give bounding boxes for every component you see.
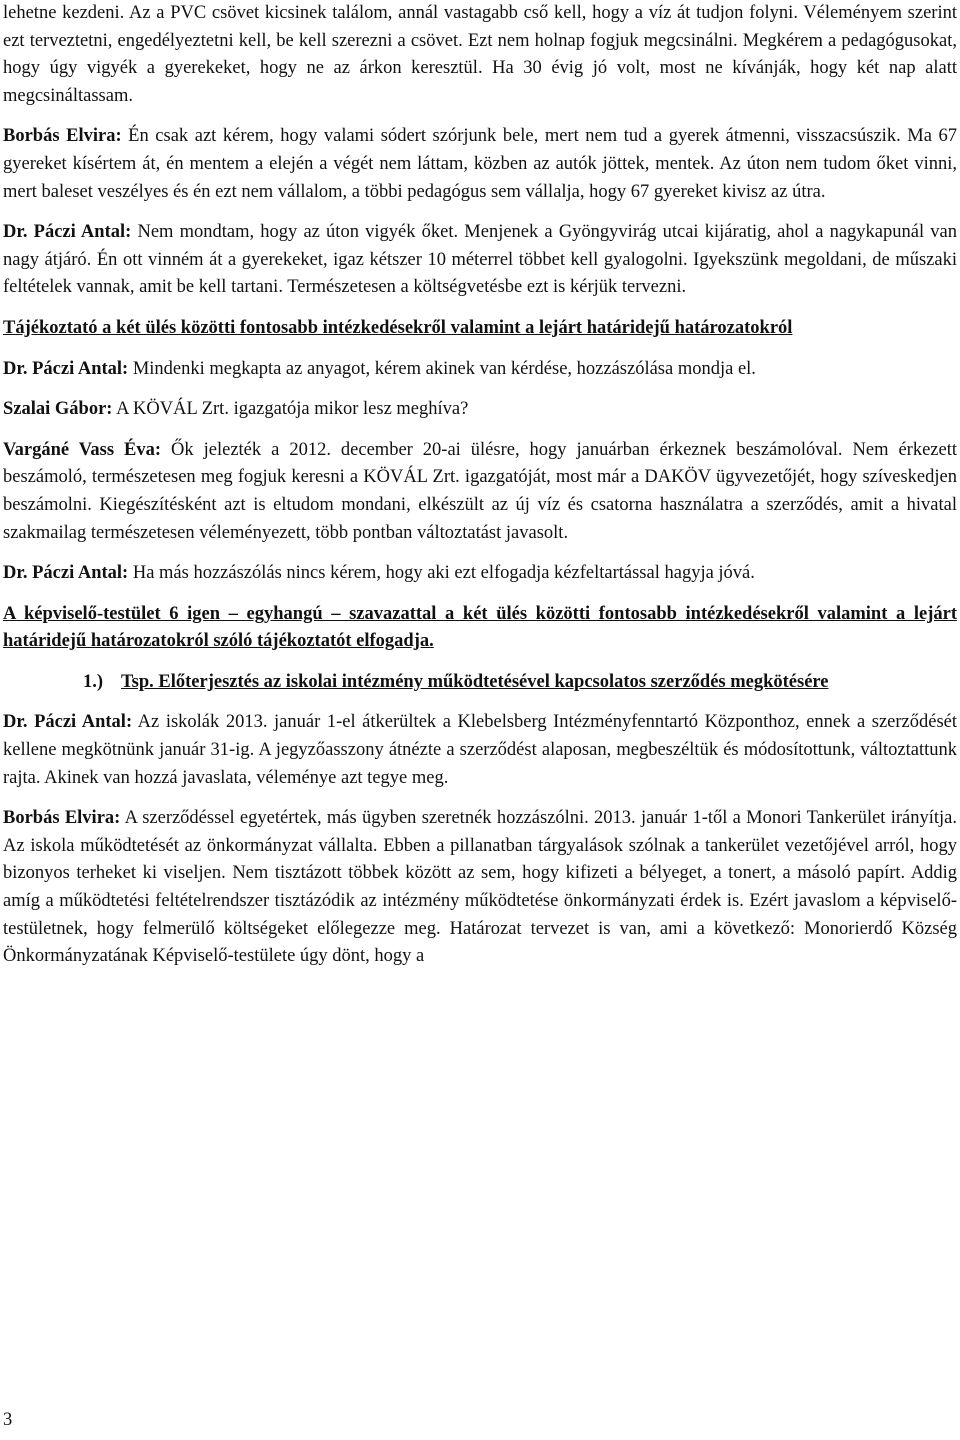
speech-text: Ők jelezték a 2012. december 20-ai ülésre, hogy januárban érkeznek beszámolóval. Nem érkezett beszámoló, természetesen meg fogjuk keresni a KÖVÁL Zrt. igazgatóját, most már a DAKÖV ügyvezetőjét, hogy szíveskedjen beszámolni. Kiegészítésként azt is eltudom mondani, elkészült az új víz és csatorna használatra a szerződés, amit a hivatal szakmailag természetesen véleményezett, több pontban változtatást javasolt. <box>3 439 957 543</box>
paragraph-borbas-1 <box>3 123 957 206</box>
agenda-item-title: Tsp. Előterjesztés az iskolai intézmény működtetésével kapcsolatos szerződés megkötésére <box>121 671 829 692</box>
paragraph-vargane <box>3 437 957 547</box>
speech-text: A KÖVÁL Zrt. igazgatója mikor lesz meghíva? <box>112 399 469 420</box>
speech-text: Én csak azt kérem, hogy valami sódert szórjunk bele, mert nem tud a gyerek átmenni, visszacsúszik. Ma 67 gyereket kísértem át, én mentem a elején a végét nem láttam, közben az autók jöttek, mentek. Az úton nem tudom őket vinni, mert baleset veszélyes és én ezt nem vállalom, a többi pedagógus sem vállalja, hogy 67 gyereket kivisz az útra. <box>3 126 957 202</box>
speaker-name: Szalai Gábor: <box>3 399 113 420</box>
speaker-name: Vargáné Vass Éva: <box>3 439 162 460</box>
paragraph-paczi-4 <box>3 709 957 792</box>
agenda-item-number: 1.) <box>83 671 104 692</box>
paragraph-intro: lehetne kezdeni. Az a PVC csövet kicsinek találom, annál vastagabb cső kell, hogy a víz át tudjon folyni. Véleményem szerint ezt terveztetni, engedélyeztetni kell, be kell szerezni a csövet. Ezt nem holnap fogjuk megcsinálni. Megkérem a pedagógusokat, hogy úgy vigyék a gyerekeket, hogy ne az árkon keresztül. Ha 30 évig jó volt, most ne kívánják, hogy két nap alatt megcsináltassam. <box>3 3 957 106</box>
speaker-name: Dr. Páczi Antal: <box>3 222 132 243</box>
speaker-name: Borbás Elvira: <box>3 808 121 829</box>
speech-text: Az iskolák 2013. január 1-el átkerültek a Klebelsberg Intézményfenntartó Központhoz, ennek a szerződését kellene megkötnünk január 31-ig. A jegyzőasszony átnézte a szerződést alaposan, megbeszéltük és módosítottunk, változtattunk rajta. Akinek van hozzá javaslata, véleménye azt tegye meg. <box>3 712 957 788</box>
section-heading-tajekoztato: Tájékoztató a két ülés közötti fontosabb intézkedésekről valamint a lejárt határidejű határozatokról <box>3 317 793 338</box>
agenda-item-1 <box>83 669 957 697</box>
speaker-name: Borbás Elvira: <box>3 126 122 147</box>
paragraph-szalai <box>3 396 957 424</box>
paragraph-borbas-2 <box>3 805 957 971</box>
speech-text: Ha más hozzászólás nincs kérem, hogy aki ezt elfogadja kézfeltartással hagyja jóvá. <box>128 563 755 584</box>
resolution-statement: A képviselő-testület 6 igen – egyhangú – szavazattal a két ülés közötti fontosabb intézkedésekről valamint a lejárt határidejű határozatokról szóló tájékoztatót elfogadja. <box>3 603 957 652</box>
speaker-name: Dr. Páczi Antal: <box>3 712 133 733</box>
speech-text: Nem mondtam, hogy az úton vigyék őket. Menjenek a Gyöngyvirág utcai kijáratig, ahol a nagykapunál van nagy átjáró. Én ott vinném át a gyerekeket, igaz kétszer 10 méterrel többet kell gyalogolni. Igyekszünk megoldani, de műszaki feltételek vannak, amit be kell tartani. Természetesen a költségvetésbe ezt is kérjük tervezni. <box>3 222 957 298</box>
paragraph-paczi-3 <box>3 560 957 588</box>
speaker-name: Dr. Páczi Antal: <box>3 563 129 584</box>
document-page <box>3 0 957 971</box>
paragraph-paczi-2 <box>3 356 957 384</box>
page-number: 3 <box>3 1410 13 1430</box>
paragraph-paczi-1 <box>3 219 957 302</box>
speech-text: Mindenki megkapta az anyagot, kérem akinek van kérdése, hozzászólása mondja el. <box>128 358 756 379</box>
speech-text: A szerződéssel egyetértek, más ügyben szeretnék hozzászólni. 2013. január 1-től a Monori Tankerület irányítja. Az iskola működtetését az önkormányzat vállalta. Ebben a pillanatban tárgyalások szólnak a tankerület vezetőjével arról, hogy bizonyos terheket ki viseljen. Nem tisztázott többek között az sem, hogy kifizeti a bélyeget, a tonert, a másoló papírt. Addig amíg a működtetési feltételrendszer tisztázódik az intézmény működtetése önkormányzati érdek is. Ezért javaslom a képviselő-testületnek, hogy felmerülő költségeket előlegezze meg. Határozat tervezet is van, ami a következő: Monorierdő Község Önkormányzatának Képviselő-testülete úgy dönt, hogy a <box>3 808 957 967</box>
speaker-name: Dr. Páczi Antal: <box>3 358 129 379</box>
